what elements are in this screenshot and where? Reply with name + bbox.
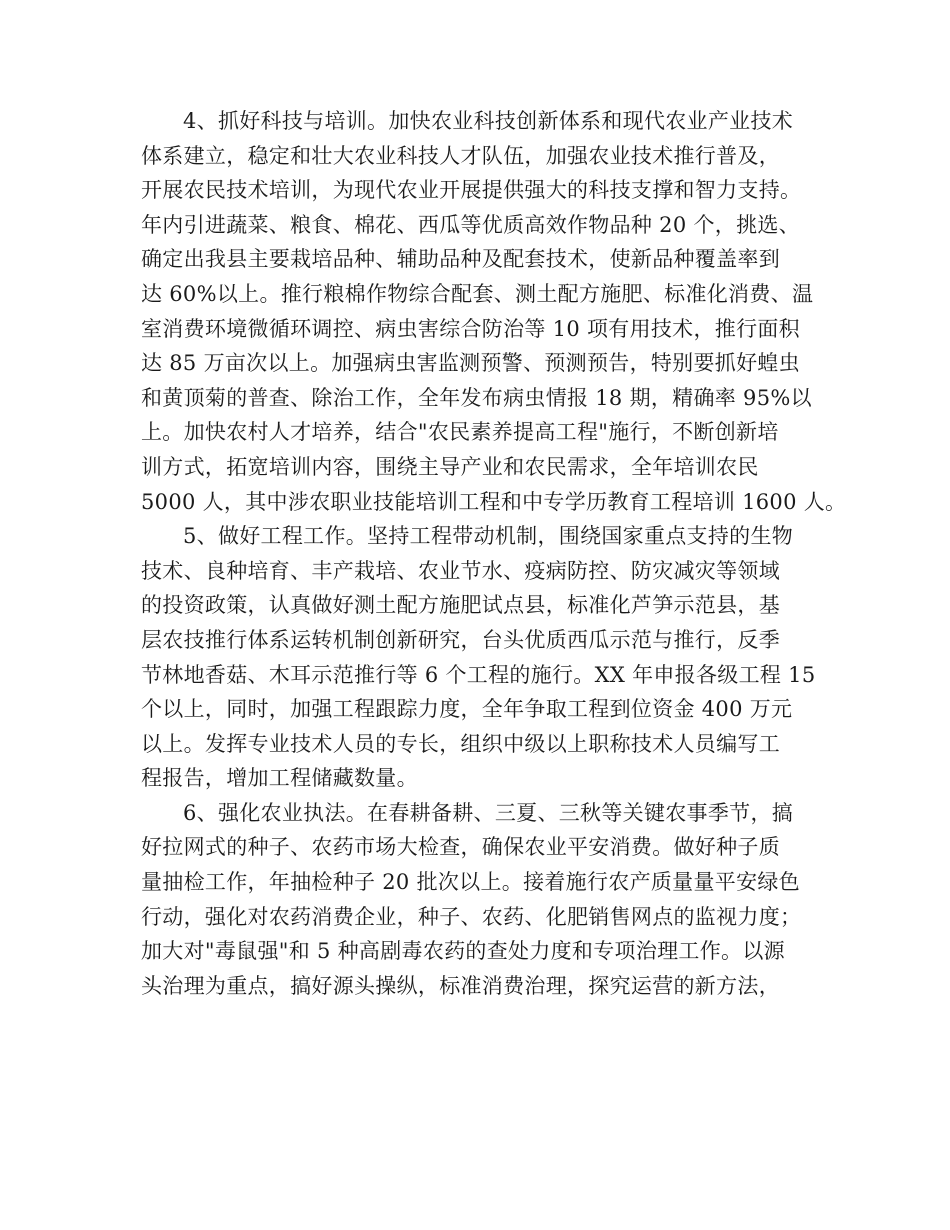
text-line: 上。加快农村人才培养，结合"农民素养提高工程"施行，不断创新培 xyxy=(141,420,779,445)
text-line: 确定出我县主要栽培品种、辅助品种及配套技术，使新品种覆盖率到 xyxy=(141,247,780,272)
text-line: 达 60%以上。推行粮棉作物综合配套、测土配方施肥、标准化消费、温 xyxy=(141,281,814,306)
text-line: 好拉网式的种子、农药市场大检查，确保农业平安消费。做好种子质 xyxy=(141,835,780,860)
text-line: 室消费环境微循环调控、病虫害综合防治等 10 项有用技术，推行面积 xyxy=(141,316,800,341)
text-line: 体系建立，稳定和壮大农业科技人才队伍，加强农业技术推行普及， xyxy=(141,143,780,168)
text-line: 的投资政策，认真做好测土配方施肥试点县，标准化芦笋示范县，基 xyxy=(141,593,780,618)
text-line: 和黄顶菊的普查、除治工作，全年发布病虫情报 18 期，精确率 95%以 xyxy=(141,385,812,410)
text-line: 行动，强化对农药消费企业，种子、农药、化肥销售网点的监视力度； xyxy=(141,904,802,929)
text-line: 5000 人，其中涉农职业技能培训工程和中专学历教育工程培训 1600 人。 xyxy=(141,489,847,514)
text-line: 个以上，同时，加强工程跟踪力度，全年争取工程到位资金 400 万元 xyxy=(141,697,793,722)
text-line: 程报告，增加工程储藏数量。 xyxy=(141,766,418,791)
paragraph-first-line: 4、抓好科技与培训。加快农业科技创新体系和现代农业产业技术 xyxy=(183,109,794,133)
text-line: 年内引进蔬菜、粮食、棉花、西瓜等优质高效作物品种 20 个，挑选、 xyxy=(141,212,800,237)
text-line: 训方式，拓宽培训内容，围绕主导产业和农民需求，全年培训农民 xyxy=(141,454,759,479)
paragraph-first-line: 6、强化农业执法。在春耕备耕、三夏、三秋等关键农事季节，搞 xyxy=(183,800,794,825)
text-line: 层农技推行体系运转机制创新研究，台头优质西瓜示范与推行，反季 xyxy=(141,627,780,652)
text-line: 技术、良种培育、丰产栽培、农业节水、疫病防控、防灾减灾等领域 xyxy=(141,558,780,583)
text-line: 节林地香菇、木耳示范推行等 6 个工程的施行。XX 年申报各级工程 15 xyxy=(141,662,816,687)
text-line: 达 85 万亩次以上。加强病虫害监测预警、预测预告，特别要抓好蝗虫 xyxy=(141,351,800,376)
text-line: 加大对"毒鼠强"和 5 种高剧毒农药的查处力度和专项治理工作。以源 xyxy=(141,939,785,964)
text-line: 量抽检工作，年抽检种子 20 批次以上。接着施行农产质量量平安绿色 xyxy=(141,870,800,895)
paragraph-first-line: 5、做好工程工作。坚持工程带动机制，围绕国家重点支持的生物 xyxy=(183,524,794,549)
text-line: 头治理为重点，搞好源头操纵，标准消费治理，探究运营的新方法， xyxy=(141,973,780,998)
text-line: 以上。发挥专业技术人员的专长，组织中级以上职称技术人员编写工 xyxy=(141,731,780,756)
document-body xyxy=(141,104,847,1003)
text-line: 开展农民技术培训，为现代农业开展提供强大的科技支撑和智力支持。 xyxy=(141,178,802,203)
